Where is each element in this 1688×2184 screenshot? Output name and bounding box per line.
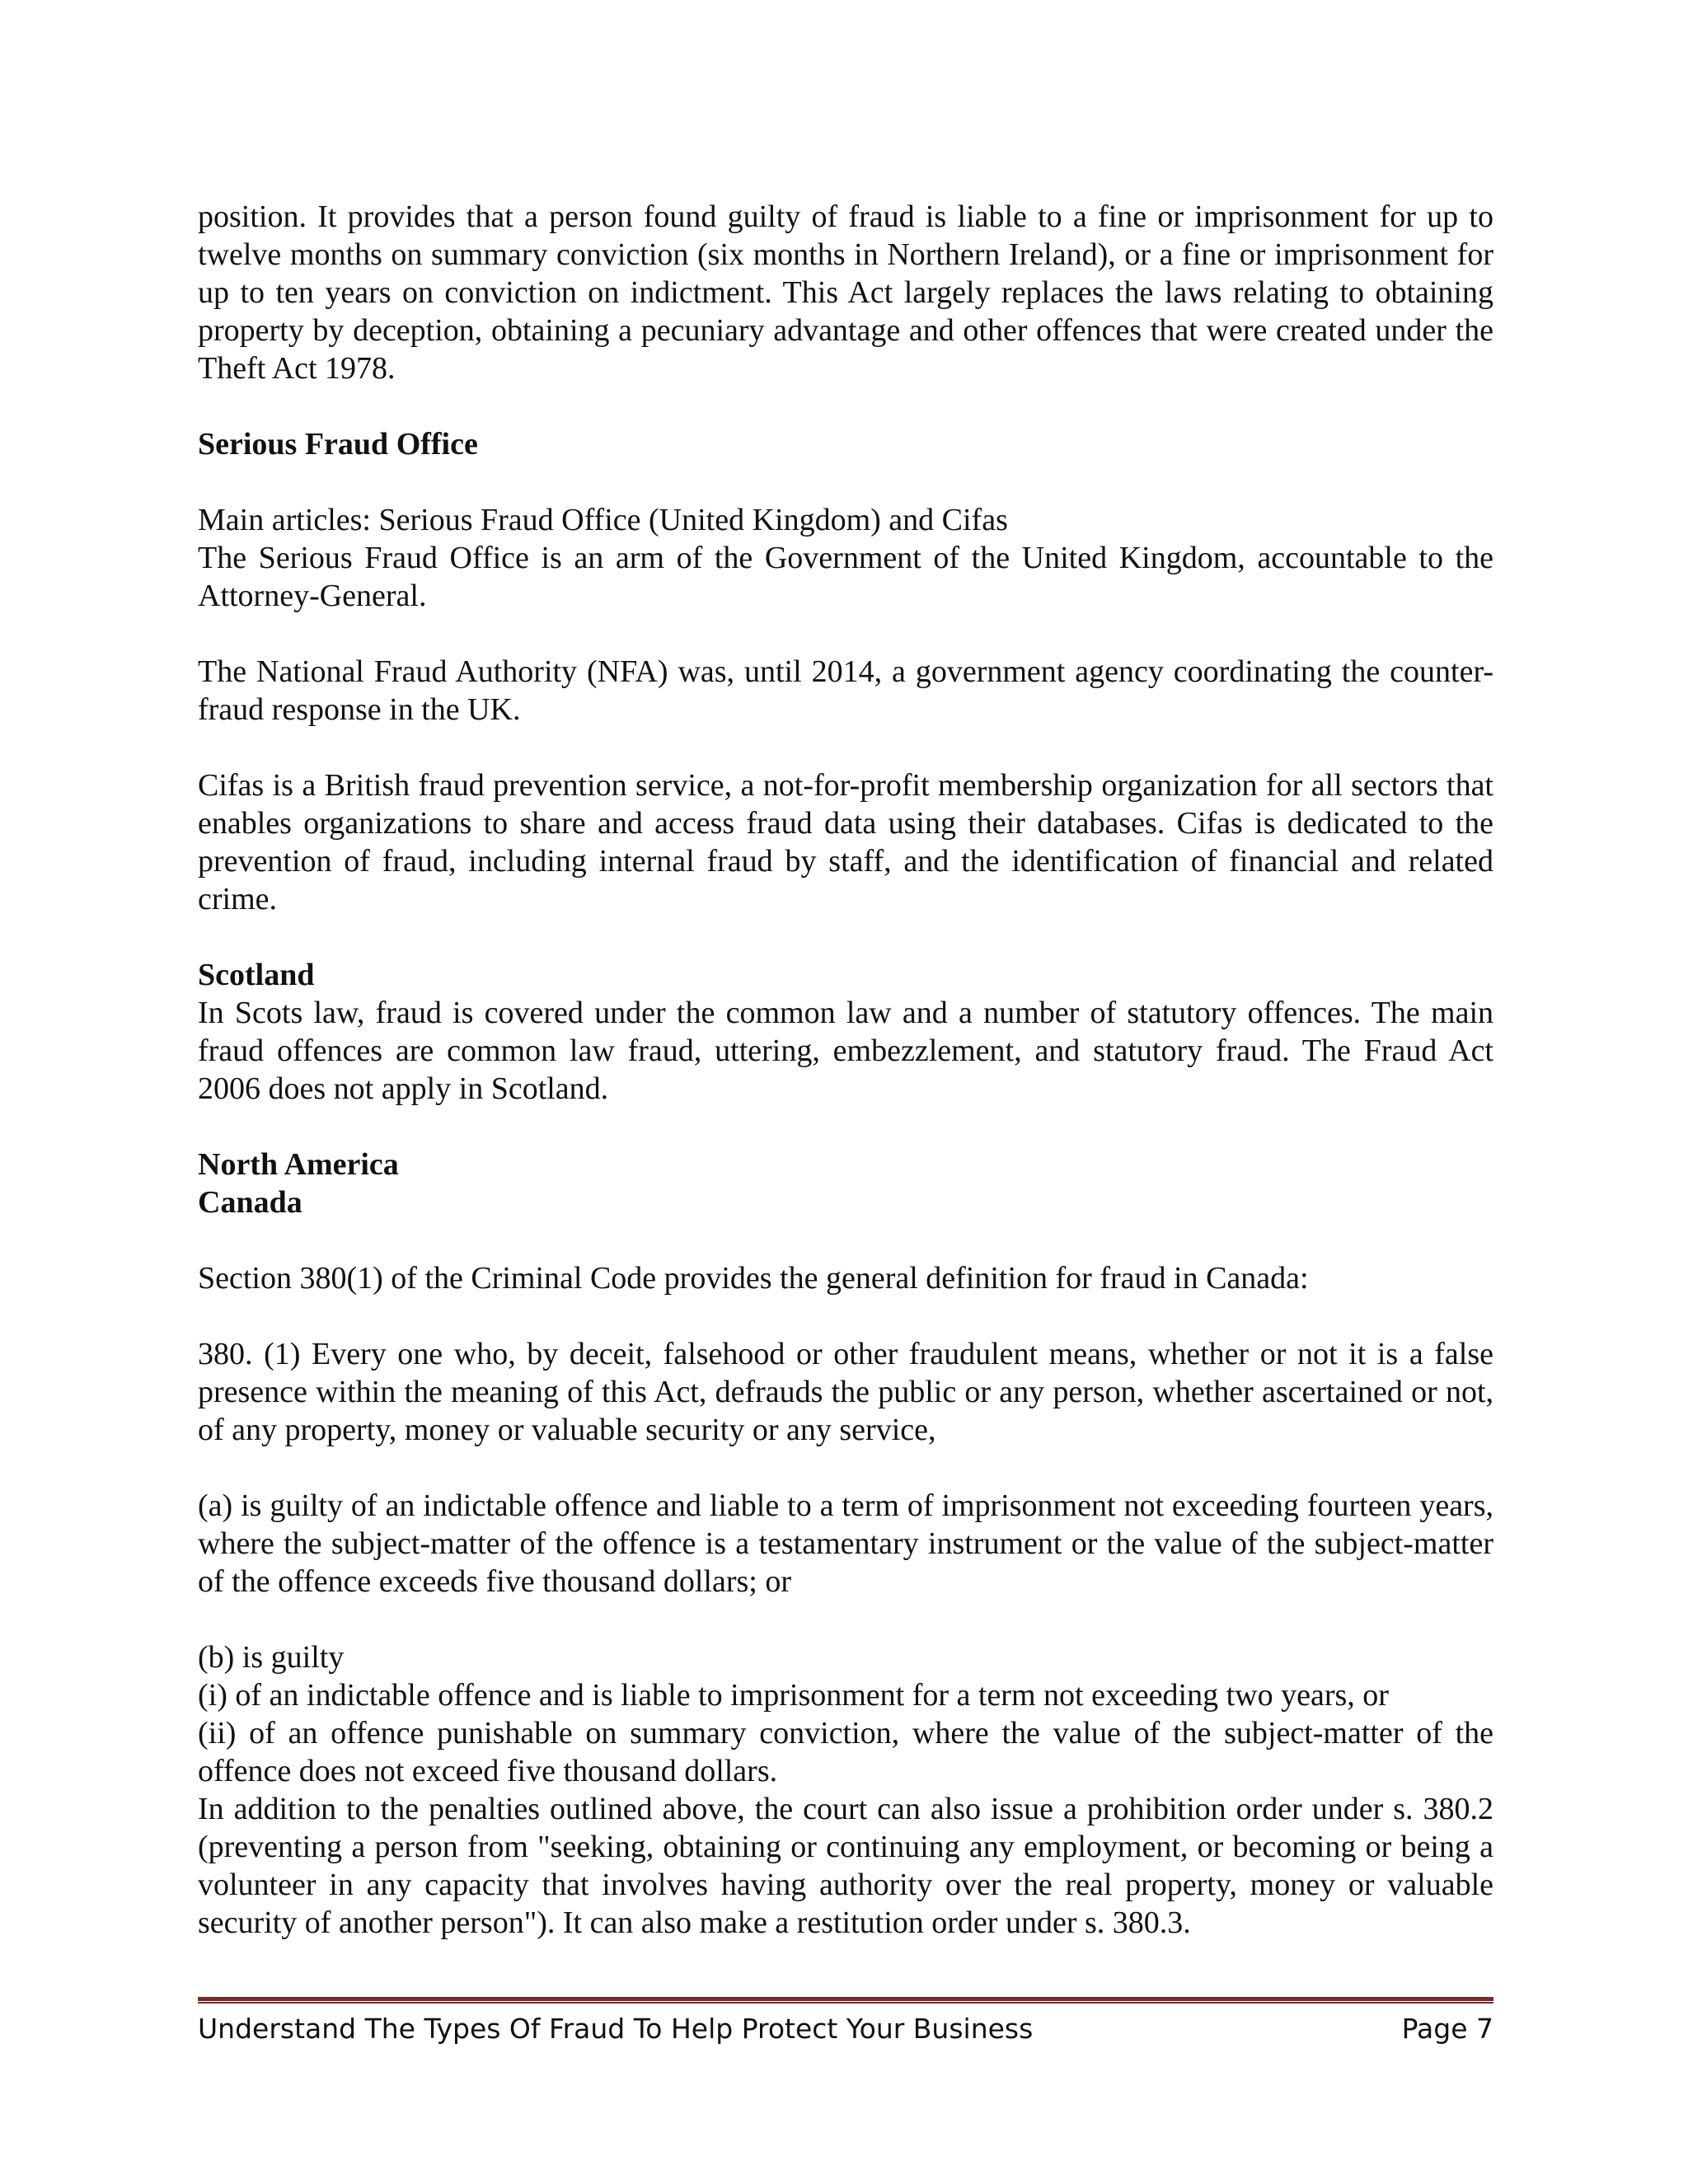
paragraph-clause-b-ii: (ii) of an offence punishable on summary conviction, where the value of the subject-matter of the offence does not exceed five thousand dollars.: [198, 1716, 1493, 1788]
paragraph-scots-law: In Scots law, fraud is covered under the common law and a number of statutory offences. The main fraud offences are common law fraud, uttering, embezzlement, and statutory fraud. The Fraud Act 2006 does not apply in Scotland.: [198, 996, 1493, 1106]
paragraph-sfo-description: The Serious Fraud Office is an arm of the Government of the United Kingdom, accountable to the Attorney-General.: [198, 541, 1493, 613]
paragraph-clause-b-i: (i) of an indictable offence and is liable to imprisonment for a term not exceeding two years, or: [198, 1678, 1389, 1713]
paragraph-main-articles: Main articles: Serious Fraud Office (United Kingdom) and Cifas: [198, 503, 1008, 537]
paragraph-nfa: The National Fraud Authority (NFA) was, until 2014, a government agency coordinating the counter-fraud response in the UK.: [198, 654, 1493, 727]
paragraph-section-380: Section 380(1) of the Criminal Code provides the general definition for fraud in Canada:: [198, 1261, 1309, 1296]
footer-title: Understand The Types Of Fraud To Help Protect Your Business: [198, 2013, 1034, 2045]
page-number: Page 7: [1401, 2013, 1493, 2045]
heading-scotland: Scotland: [198, 958, 315, 992]
heading-serious-fraud-office: Serious Fraud Office: [198, 427, 478, 462]
paragraph-cifas: Cifas is a British fraud prevention service, a not-for-profit membership organization for all sectors that enables organizations to share and access fraud data using their databases. Cifas is dedicated to the prevention of fraud, including internal fraud by staff, and the identification of financial and related crime.: [198, 768, 1493, 916]
paragraph-prohibition-order: In addition to the penalties outlined above, the court can also issue a prohibition order under s. 380.2 (preventing a person from "seeking, obtaining or continuing any employment, or becoming or being a volunteer in any capacity that involves having authority over the real property, money or valuable security of another person"). It can also make a restitution order under s. 380.3.: [198, 1792, 1493, 1940]
heading-north-america: North America: [198, 1147, 399, 1182]
paragraph-clause-b: (b) is guilty: [198, 1640, 345, 1675]
paragraph-380-1: 380. (1) Every one who, by deceit, falsehood or other fraudulent means, whether or not it is a false presence within the meaning of this Act, defrauds the public or any person, whether ascertained or not, of any property, money or valuable security or any service,: [198, 1337, 1493, 1447]
heading-canada: Canada: [198, 1185, 302, 1220]
page-footer: [198, 2013, 1493, 2046]
paragraph-fraud-act-penalties: position. It provides that a person found guilty of fraud is liable to a fine or imprisonment for up to twelve months on summary conviction (six months in Northern Ireland), or a fine or imprisonment for up to ten years on conviction on indictment. This Act largely replaces the laws relating to obtaining property by deception, obtaining a pecuniary advantage and other offences that were created under the Theft Act 1978.: [198, 199, 1493, 386]
document-body: [198, 198, 1493, 1942]
footer-rule: [198, 1997, 1493, 2004]
paragraph-clause-a: (a) is guilty of an indictable offence and liable to a term of imprisonment not exceeding fourteen years, where the subject-matter of the offence is a testamentary instrument or the value of the subject-matter of the offence exceeds five thousand dollars; or: [198, 1488, 1493, 1599]
